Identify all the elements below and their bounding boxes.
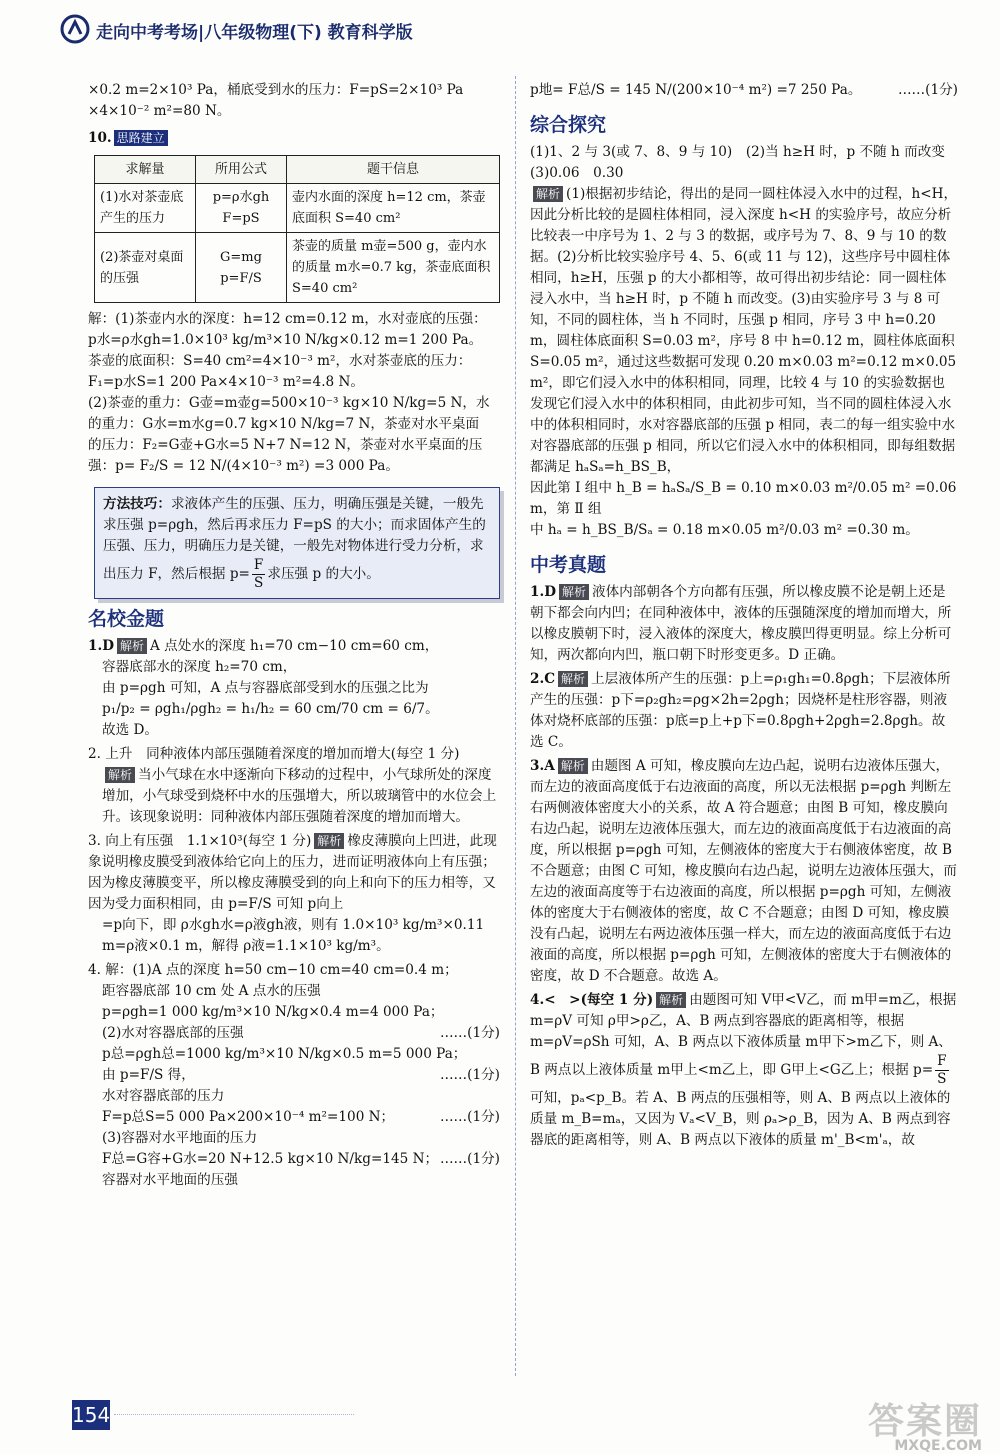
thinking-badge: 思路建立	[114, 130, 168, 146]
text-line: 距容器底部 10 cm 处 A 点水的压强	[102, 983, 321, 999]
analysis-badge: 解析	[533, 186, 563, 202]
analysis-badge: 解析	[559, 584, 589, 600]
table-cell: (1)水对茶壶底产生的压力	[95, 184, 196, 233]
exam-question-4	[530, 990, 958, 1151]
text-line: =p向下，即 ρ水gh水=ρ液gh液，则有 1.0×10³ kg/m³×0.11 m=ρ液×0.1 m，解得 ρ液=1.1×10³ kg/m³。	[102, 917, 485, 954]
info-table	[94, 155, 500, 303]
section-title: 中考真题	[530, 554, 607, 576]
analysis-badge: 解析	[656, 992, 686, 1008]
question-4	[88, 960, 500, 1191]
column-divider	[515, 76, 516, 1376]
text-block: 由题图可知 V甲<V乙，而 m甲=m乙，根据 m=ρV 可知 ρ甲>ρ乙，A、B 两点到容器底的距离相等，根据 m=ρV=ρSh 可知，A、B 两点以下液体质量 m甲下>m乙下，则 A、B 两点以上液体质量 m甲上<m乙上，即 G甲上<G乙上；根据 p=	[530, 992, 957, 1078]
exam-question-3	[530, 756, 958, 987]
answer-label: 1.D	[88, 638, 114, 654]
score-note: ……(1分)	[897, 82, 958, 98]
analysis-badge: 解析	[117, 638, 147, 654]
question-10	[88, 128, 500, 149]
text-line: p₁/p₂ = ρgh₁/ρgh₂ = h₁/h₂ = 60 cm/70 cm = 6/7。	[102, 701, 439, 717]
header-title: 走向中考考场|八年级物理(下) 教育科学版	[96, 23, 413, 43]
text-line: 橡皮薄膜向上凹进，此现象说明橡皮膜受到液体给它向上的压力，进而证明液体向上有压强；因为橡皮薄膜变平，所以橡皮薄膜受到的向上和向下的压力相等，又因为受力面积相同，由 p=F/S 可知 p向上	[88, 833, 497, 912]
analysis-paragraph	[530, 184, 958, 478]
text-line: 强：p= F₂/S = 12 N/(4×10⁻³ m²) =3 000 Pa。	[88, 458, 399, 474]
text-line: (2)茶壶的重力：G壶=m壶g=500×10⁻³ kg×10 N/kg=5 N，水	[88, 395, 490, 411]
fraction-F-over-S: $\frac{F}{S}$	[253, 557, 264, 591]
tip-text-end: 求压强 p 的大小。	[267, 566, 380, 582]
table-row	[95, 184, 500, 233]
text-line: A 点处水的深度 h₁=70 cm−10 cm=60 cm，	[150, 638, 439, 654]
answer-line: 3. 向上有压强 1.1×10³(每空 1 分)	[88, 833, 312, 849]
text-line: 茶壶的底面积：S=40 cm²=4×10⁻³ m²，水对茶壶底的压力：	[88, 353, 472, 369]
watermark-url: MXQE.COM	[894, 1438, 982, 1454]
table-header: 所用公式	[196, 156, 287, 184]
question-2-analysis	[88, 765, 500, 828]
text-line: 的压力：F₂=G壶+G水=5 N+7 N=12 N，茶壶对水平桌面的压	[88, 437, 483, 453]
text-line: (2)水对容器底部的压强	[102, 1025, 244, 1041]
method-tip-box	[94, 487, 500, 599]
text-line: 当小气球在水中逐渐向下移动的过程中，小气球所处的深度增加，小气球受到烧杯中水的压强增大，所以玻璃管中的水位会上升。该现象说明：同种液体内部压强随着深度的增加而增大。	[102, 767, 497, 825]
text-line: 4. 解：(1)A 点的深度 h=50 cm−10 cm=40 cm=0.4 m；	[88, 962, 458, 978]
answer-label: 4.< >(每空 1 分)	[530, 992, 654, 1008]
text-line: 的重力：G水=m水g=0.7 kg×10 N/kg=7 N，茶壶对水平桌面	[88, 416, 480, 432]
equation: F=p总S=5 000 Pa×200×10⁻⁴ m²=100 N；	[102, 1109, 395, 1125]
text-line: 由 p=ρgh 可知，A 点与容器底部受到水的压强之比为	[102, 680, 429, 696]
publisher-logo-icon	[60, 14, 90, 44]
text-line: ×0.2 m=2×10³ Pa，桶底受到水的压力：F=pS=2×10³ Pa	[88, 82, 464, 98]
text-line	[88, 1149, 500, 1170]
table-header: 题干信息	[287, 156, 500, 184]
text-line: (3)容器对水平地面的压力	[102, 1130, 258, 1146]
text-block: (1)根据初步结论，得出的是同一圆柱体浸入水中的过程，h<H，因此分析比较的是圆柱体相同，浸入深度 h<H 的实验序号，故应分析比较表一中序号为 1、2 与 3 的数据，或序号为 7、8、9 与 10 的数据。(2)分析比较实验序号 4、5、6(或 11 与 12)，这些序号中圆柱体相同，h≥H，压强 p 的大小都相等，故可得出初步结论：同一圆柱体浸入水中，当 h≥H 时，p 不随 h 而改变。(3)由实验序号 3 与 8 可知，不同的圆柱体，当 h 不同时，压强 p 相同，序号 3 中 h=0.20 m，圆柱体底面积 S=0.03 m²，序号 8 中 h=0.12 m，圆柱体底面积 S=0.05 m²，通过这些数据可发现 0.20 m×0.03 m²=0.12 m×0.05 m²，即它们浸入水中的体积相同，同理，比较 4 与 10 的实验数据也发现它们浸入水中的体积相同，由此初步可知，当不同的圆柱体浸入水中的体积相同时，水对容器底部的压强 p 相同，表二的每一组实验中水对容器底部的压强 p 相同，所以它们浸入水中的体积相同，即每组数据都满足 hₐSₐ=h_BS_B，	[530, 186, 958, 475]
text-line: p水=ρ水gh=1.0×10³ kg/m³×10 N/kg×0.12 m=1 200 Pa。	[88, 332, 483, 348]
text-line: 容器对水平地面的压强	[102, 1172, 238, 1188]
analysis-badge: 解析	[314, 833, 344, 849]
text-line: 由 p=F/S 得，	[102, 1067, 195, 1083]
table-cell: G=mg p=F/S	[196, 233, 287, 303]
question-3	[88, 831, 500, 915]
text-block: 上层液体所产生的压强：p上=ρ₁gh₁=0.8ρgh；下层液体所产生的压强：p下=ρ₂gh₂=ρg×2h=2ρgh；因烧杯是柱形容器，则液体对烧杯底部的压强：p底=p上+p下=0.8ρgh+2ρgh=2.8ρgh。故选 C。	[530, 671, 951, 750]
equation: p地= F总/S = 145 N/(200×10⁻⁴ m²) =7 250 Pa。	[530, 82, 862, 98]
answer-line: (1)1、2 与 3(或 7、8、9 与 10) (2)当 h≥H 时，p 不随 h 而改变 (3)0.06 0.30	[530, 144, 959, 181]
exam-question-1	[530, 582, 958, 666]
solution-10	[88, 309, 500, 477]
table-cell: p=ρ水gh F=pS	[196, 184, 287, 233]
answer-line: 2. 上升 同种液体内部压强随着深度的增加而增大(每空 1 分)	[88, 746, 460, 762]
equation: p总=ρgh总=1000 kg/m³×10 N/kg×0.5 m=5 000 Pa；	[102, 1046, 467, 1062]
score-note: ……(1分)	[439, 1025, 500, 1041]
score-note: ……(1分)	[439, 1151, 500, 1167]
text-line: 水对容器底部的压力	[102, 1088, 225, 1104]
text-line: F₁=p水S=1 200 Pa×4×10⁻³ m²=4.8 N。	[88, 374, 364, 390]
text-line: 解：(1)茶壶内水的深度：h=12 cm=0.12 m，水对壶底的压强：	[88, 311, 487, 327]
footer-rule	[114, 1414, 354, 1415]
left-column	[88, 80, 500, 1191]
section-title: 名校金题	[88, 608, 165, 630]
answer-label: 3.A	[530, 758, 555, 774]
score-note: ……(1分)	[439, 1067, 500, 1083]
equation: F总=G容+G水=20 N+12.5 kg×10 N/kg=145 N；	[102, 1151, 439, 1167]
text-line: 故选 D。	[102, 722, 159, 738]
text-line	[88, 1107, 500, 1128]
tip-label: 方法技巧：	[103, 496, 171, 512]
answer-label: 1.D	[530, 584, 556, 600]
text-block: 可知，pₐ<p_B。若 A、B 两点的压强相等，则 A、B 两点以上液体的质量 m_B=mₐ，又因为 Vₐ<V_B，则 ρₐ>ρ_B，因为 A、B 两点到容器底的距离相等，则 A、B 两点以下液体的质量 m'_B<m'ₐ，故	[530, 1090, 951, 1148]
table-row	[95, 233, 500, 303]
question-2	[88, 744, 500, 765]
text-line	[530, 80, 958, 101]
text-line: 容器底部水的深度 h₂=70 cm，	[102, 659, 297, 675]
text-line: 中 hₐ = h_BS_B/Sₐ = 0.18 m×0.05 m²/0.03 m² =0.30 m。	[530, 522, 919, 538]
question-1	[88, 636, 500, 657]
text-block: 由题图 A 可知，橡皮膜向左边凸起，说明右边液体压强大，而左边的液面高度低于右边液面的高度，所以无法根据 p=ρgh 判断左右两侧液体密度大小的关系，故 A 符合题意；由图 B 可知，橡皮膜向右边凸起，说明左边液体压强大，而左边的液面高度低于右边液面的高度，所以根据 p=ρgh 可知，左侧液体的密度大于右侧液体密度，故 B 不合题意；由图 C 可知，橡皮膜向右边凸起，说明左边液体压强大，而左边的液面高度等于右边液面的高度，所以根据 p=ρgh 可知，左侧液体的密度大于右侧液体的密度，故 C 不合题意；由图 D 可知，橡皮膜没有凸起，说明左右两边液体压强一样大，而左边的液面高度低于右边液面的高度，所以根据 p=ρgh 可知，左侧液体的密度大于右侧液体的密度，故 D 不合题意。故选 A。	[530, 758, 957, 984]
table-header: 求解量	[95, 156, 196, 184]
score-note: ……(1分)	[439, 1109, 500, 1125]
right-column	[530, 80, 958, 1151]
text-line: ×4×10⁻² m²=80 N。	[88, 103, 231, 119]
analysis-badge: 解析	[558, 758, 588, 774]
text-block: 液体内部朝各个方向都有压强，所以橡皮膜不论是朝上还是朝下都会向内凹；在同种液体中，液体的压强随深度的增加而增大，所以橡皮膜朝下时，浸入液体的深度大，橡皮膜凹得更明显。综上分析可知，两次都向内凹，瓶口朝下时形变更多。D 正确。	[530, 584, 952, 663]
question-number: 10.	[88, 130, 112, 146]
table-cell: (2)茶壶对桌面的压强	[95, 233, 196, 303]
analysis-badge: 解析	[558, 671, 588, 687]
text-line: 因此第 Ⅰ 组中 h_B = hₐSₐ/S_B = 0.10 m×0.03 m²/0.05 m² =0.06 m，第 Ⅱ 组	[530, 480, 957, 517]
page-number: 154	[72, 1400, 110, 1430]
exam-question-2	[530, 669, 958, 753]
table-cell: 茶壶的质量 m壶=500 g，壶内水的质量 m水=0.7 kg，茶壶底面积 S=40 cm²	[287, 233, 500, 303]
page-header	[60, 12, 960, 48]
equation: p=ρgh=1 000 kg/m³×10 N/kg×0.4 m=4 000 Pa；	[102, 1004, 444, 1020]
analysis-badge: 解析	[105, 767, 135, 783]
answer-label: 2.C	[530, 671, 556, 687]
section-title: 综合探究	[530, 114, 607, 136]
tip-text: 求液体产生的压强、压力，明确压强是关键，一般先求压强 p=ρgh，然后再求压力 F=pS 的大小；而求固体产生的压强、压力，明确压力是关键，一般先对物体进行受力分析，求出压力 F，然后根据 p=	[103, 496, 486, 582]
watermark-logo: 答案圈	[867, 1401, 982, 1442]
fraction-F-over-S: $\frac{F}{S}$	[937, 1053, 947, 1087]
table-cell: 壶内水面的深度 h=12 cm，茶壶底面积 S=40 cm²	[287, 184, 500, 233]
